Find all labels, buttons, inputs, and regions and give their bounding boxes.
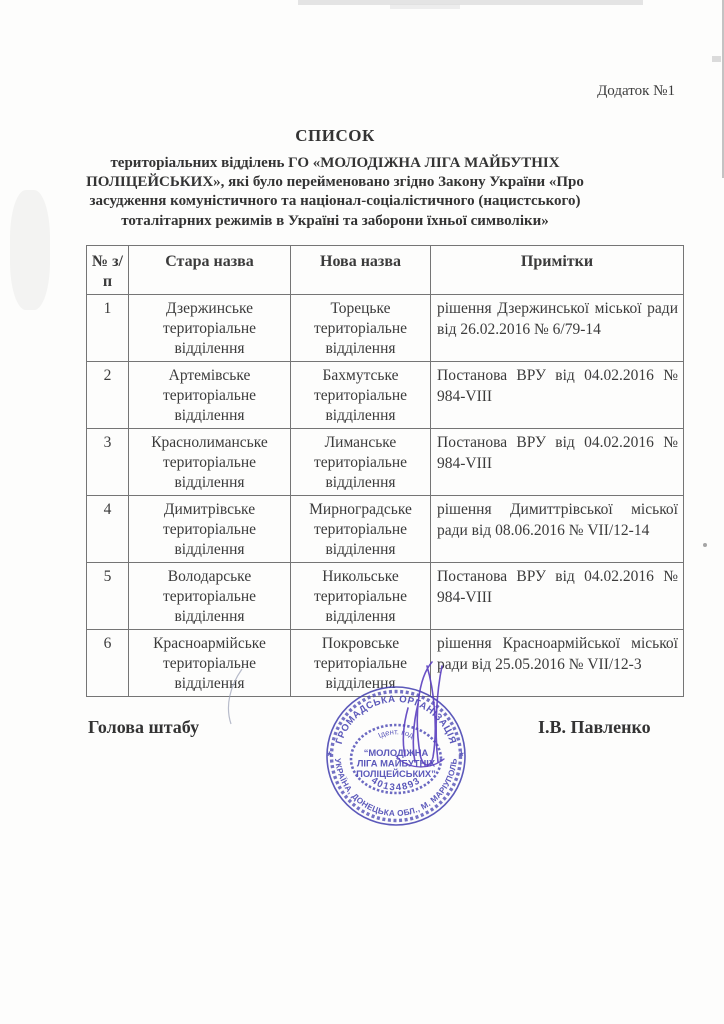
new-name-cell: Бахмутське територіальне відділення <box>291 362 431 429</box>
old-name-cell: Димитрівське територіальне відділення <box>129 496 291 563</box>
stamp-ident-code: 40134893 <box>369 775 423 794</box>
row-number: 2 <box>87 362 129 429</box>
new-name-cell: Торецьке територіальне відділення <box>291 295 431 362</box>
table-header-row <box>87 246 684 295</box>
new-name-cell: Лиманське територіальне відділення <box>291 429 431 496</box>
note-cell: Постанова ВРУ від 04.02.2016 № 984-VIII <box>431 563 684 630</box>
scan-edge-artifact <box>298 0 643 5</box>
new-name-cell: Покровське територіальне відділення <box>291 630 431 697</box>
scan-edge-artifact <box>390 4 460 9</box>
signature <box>368 656 480 792</box>
column-header-new-name: Нова назва <box>291 246 431 295</box>
old-name-cell: Красноармійське територіальне відділення <box>129 630 291 697</box>
row-number: 6 <box>87 630 129 697</box>
old-name-cell: Володарське територіальне відділення <box>129 563 291 630</box>
document-subtitle: територіальних відділень ГО «МОЛОДІЖНА ЛІГА МАЙБУТНІХ ПОЛІЦЕЙСЬКИХ», які було перейменовано згідно Закону України «Про засудження комуністичного та націонал-соціалістичного (нацистського) тоталітарних режимів в Україні та заборони їхньої символіки» <box>86 155 584 229</box>
row-number: 4 <box>87 496 129 563</box>
row-number: 5 <box>87 563 129 630</box>
table-row <box>87 429 684 496</box>
table-row <box>87 496 684 563</box>
table-row <box>87 563 684 630</box>
new-name-cell: Никольське територіальне відділення <box>291 563 431 630</box>
scan-speck <box>712 56 721 62</box>
row-number: 3 <box>87 429 129 496</box>
scan-speck <box>703 543 707 547</box>
renaming-table <box>86 245 684 697</box>
signer-name: І.В. Павленко <box>538 717 651 737</box>
stamp-star-right: * <box>459 749 464 763</box>
stamp-star-left: * <box>327 749 332 763</box>
stamp-org-name-line1: “МОЛОДІЖНА <box>363 747 429 758</box>
scan-smudge <box>10 190 50 310</box>
document-title: СПИСОК <box>295 126 375 145</box>
title-block <box>65 126 605 231</box>
old-name-cell: Артемівське територіальне відділення <box>129 362 291 429</box>
note-cell: Постанова ВРУ від 04.02.2016 № 984-VIII <box>431 429 684 496</box>
stamp-ring-top-text: ГРОМАДСЬКА ОРГАНІЗАЦІЯ <box>333 693 459 746</box>
note-cell: рішення Димиттрівської міської ради від 08.06.2016 № VII/12-14 <box>431 496 684 563</box>
column-header-old-name: Стара назва <box>129 246 291 295</box>
new-name-cell: Мирноградське територіальне відділення <box>291 496 431 563</box>
stamp-org-name-line2: ЛІГА МАЙБУТНІХ <box>356 757 436 769</box>
column-header-notes: Примітки <box>431 246 684 295</box>
annex-label: Додаток №1 <box>597 83 675 99</box>
note-cell: Постанова ВРУ від 04.02.2016 № 984-VIII <box>431 362 684 429</box>
signer-position-label: Голова штабу <box>88 717 200 737</box>
table-row <box>87 362 684 429</box>
old-name-cell: Краснолиманське територіальне відділення <box>129 429 291 496</box>
stamp-ident-label: Ідент. код <box>376 727 416 741</box>
old-name-cell: Дзержинське територіальне відділення <box>129 295 291 362</box>
stray-pen-mark <box>218 666 250 728</box>
row-number: 1 <box>87 295 129 362</box>
column-header-number: № з/п <box>87 246 129 295</box>
note-cell: рішення Красноармійської міської ради від 25.05.2016 № VII/12-3 <box>431 630 684 697</box>
note-cell: рішення Дзержинської міської ради від 26.02.2016 № 6/79-14 <box>431 295 684 362</box>
table-row <box>87 295 684 362</box>
stamp-org-name-line3: ПОЛІЦЕЙСЬКИХ” <box>356 768 436 779</box>
stamp-ring-bottom-text: УКРАЇНА, ДОНЕЦЬКА ОБЛ., М. МАРІУПОЛЬ <box>333 757 459 819</box>
